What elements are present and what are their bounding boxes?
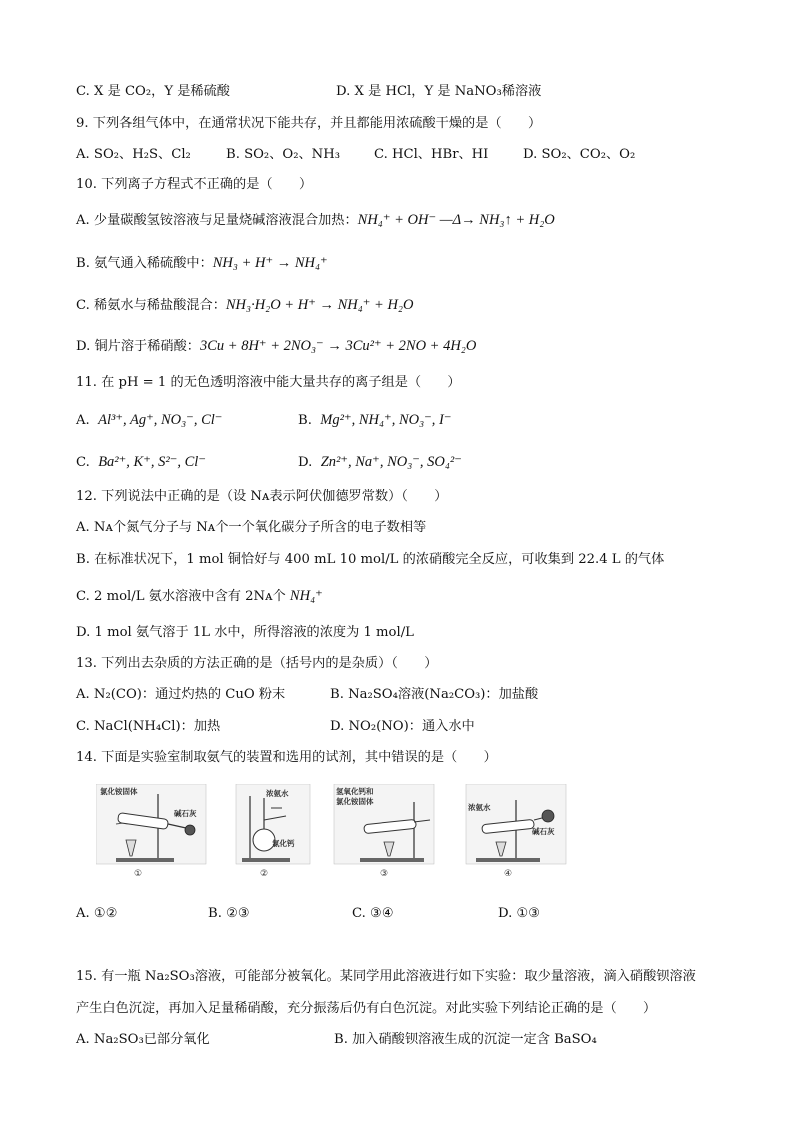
q13-option-d: D. NO₂(NO)：通入水中 [330,719,475,734]
apparatus-1 [96,784,206,879]
q9-option-d: D. SO₂、CO₂、O₂ [523,147,636,162]
q10-option-a-text: A. 少量碳酸氢铵溶液与足量烧碱溶液混合加热： [76,213,358,228]
q12-option-d: D. 1 mol 氨气溶于 1L 水中，所得溶液的浓度为 1 mol/L [76,625,414,640]
q14-stem: 14. 下面是实验室制取氨气的装置和选用的试剂，其中错误的是（ ） [76,750,497,765]
q12-option-c-ion: NH₄⁺ [289,588,323,604]
apparatus-1-label-1: 氯化铵固体 [100,787,138,796]
q11-option-b-ions: Mg²⁺, NH₄⁺, NO₃⁻, I⁻ [320,412,452,428]
q14-option-a: A. ①② [76,906,118,921]
q12-option-c [76,587,323,606]
q12-option-c-text: C. 2 mol/L 氨水溶液中含有 2Nᴀ个 [76,589,286,604]
apparatus-3-label-2: 氯化铵固体 [336,797,374,806]
q9-stem: 9. 下列各组气体中，在通常状况下能共存，并且都能用浓硫酸干燥的是（ ） [76,116,542,131]
q14-option-b: B. ②③ [208,906,250,921]
q11-option-b-label: B. [298,413,312,428]
apparatus-3-label-1: 氢氧化钙和 [336,787,374,796]
q10-option-c [76,296,413,315]
q9-option-a: A. SO₂、H₂S、Cl₂ [76,147,191,162]
apparatus-4-caption: ④ [504,869,513,879]
q11-stem: 11. 在 pH = 1 的无色透明溶液中能大量共存的离子组是（ ） [76,375,461,390]
q10-option-a-equation: NH₄⁺ + OH⁻ —Δ→ NH₃↑ + H₂O [357,212,555,228]
apparatus-figure [96,784,576,880]
q8-option-d: D. X 是 HCl，Y 是 NaNO₃稀溶液 [336,84,542,99]
q9-option-c: C. HCl、HBr、HI [374,147,489,162]
q14-option-d: D. ①③ [498,906,541,921]
q11-option-d-label: D. [298,455,313,470]
apparatus-3 [334,784,434,879]
q11-option-d [298,453,462,472]
q8-option-c: C. X 是 CO₂，Y 是稀硫酸 [76,84,230,99]
q10-option-d-text: D. 铜片溶于稀硝酸： [76,339,200,354]
q15-stem-line-2: 产生白色沉淀，再加入足量稀硝酸，充分振荡后仍有白色沉淀。对此实验下列结论正确的是（ ） [76,1001,657,1016]
q15-stem-line-1: 15. 有一瓶 Na₂SO₃溶液，可能部分被氧化。某同学用此溶液进行如下实验：取少量溶液，滴入硝酸钡溶液 [76,969,696,984]
apparatus-1-caption: ① [134,869,143,879]
q10-option-d [76,337,476,356]
q13-option-a: A. N₂(CO)：通过灼热的 CuO 粉末 [76,687,286,702]
q11-option-a [76,411,222,430]
q11-option-d-ions: Zn²⁺, Na⁺, NO₃⁻, SO₄²⁻ [320,454,462,470]
q14-option-c: C. ③④ [352,906,394,921]
q10-option-b [76,254,328,273]
q12-option-b: B. 在标准状况下，1 mol 铜恰好与 400 mL 10 mol/L 的浓硝酸完全反应，可收集到 22.4 L 的气体 [76,552,665,567]
q11-option-c-ions: Ba²⁺, K⁺, S²⁻, Cl⁻ [98,454,206,470]
q13-option-b: B. Na₂SO₄溶液(Na₂CO₃)：加盐酸 [330,687,539,702]
q15-option-b: B. 加入硝酸钡溶液生成的沉淀一定含 BaSO₄ [334,1032,597,1047]
q11-option-c-label: C. [76,455,90,470]
q15-option-a: A. Na₂SO₃已部分氧化 [76,1032,210,1047]
q10-option-c-text: C. 稀氨水与稀盐酸混合： [76,298,226,313]
q10-option-c-equation: NH₃·H₂O + H⁺ → NH₄⁺ + H₂O [225,297,414,313]
apparatus-2-label-2: 氯化钙 [272,839,295,848]
q13-option-c: C. NaCl(NH₄Cl)：加热 [76,719,221,734]
q9-option-b: B. SO₂、O₂、NH₃ [226,147,341,162]
apparatus-1-label-2: 碱石灰 [174,809,197,818]
q11-option-b [298,411,452,430]
q13-stem: 13. 下列出去杂质的方法正确的是（括号内的是杂质）（ ） [76,656,438,671]
apparatus-3-caption: ③ [380,869,389,879]
apparatus-4 [466,784,566,879]
q12-stem: 12. 下列说法中正确的是（设 Nᴀ表示阿伏伽德罗常数）（ ） [76,489,448,504]
q11-option-a-label: A. [76,413,90,428]
apparatus-2-caption: ② [260,869,269,879]
q11-option-c [76,453,206,472]
q12-option-a: A. Nᴀ个氮气分子与 Nᴀ个一个氧化碳分子所含的电子数相等 [76,520,427,535]
q10-option-a [76,211,555,230]
apparatus-4-label-2: 碱石灰 [532,827,555,836]
q10-stem: 10. 下列离子方程式不正确的是（ ） [76,177,313,192]
q10-option-d-equation: 3Cu + 8H⁺ + 2NO₃⁻ → 3Cu²⁺ + 2NO + 4H₂O [200,338,477,354]
apparatus-2 [236,784,310,879]
apparatus-4-label-1: 浓氨水 [468,803,491,812]
apparatus-2-label-1: 浓氨水 [266,789,289,798]
q10-option-b-equation: NH₃ + H⁺ → NH₄⁺ [212,255,328,271]
q11-option-a-ions: Al³⁺, Ag⁺, NO₃⁻, Cl⁻ [98,412,223,428]
q10-option-b-text: B. 氨气通入稀硫酸中： [76,256,213,271]
